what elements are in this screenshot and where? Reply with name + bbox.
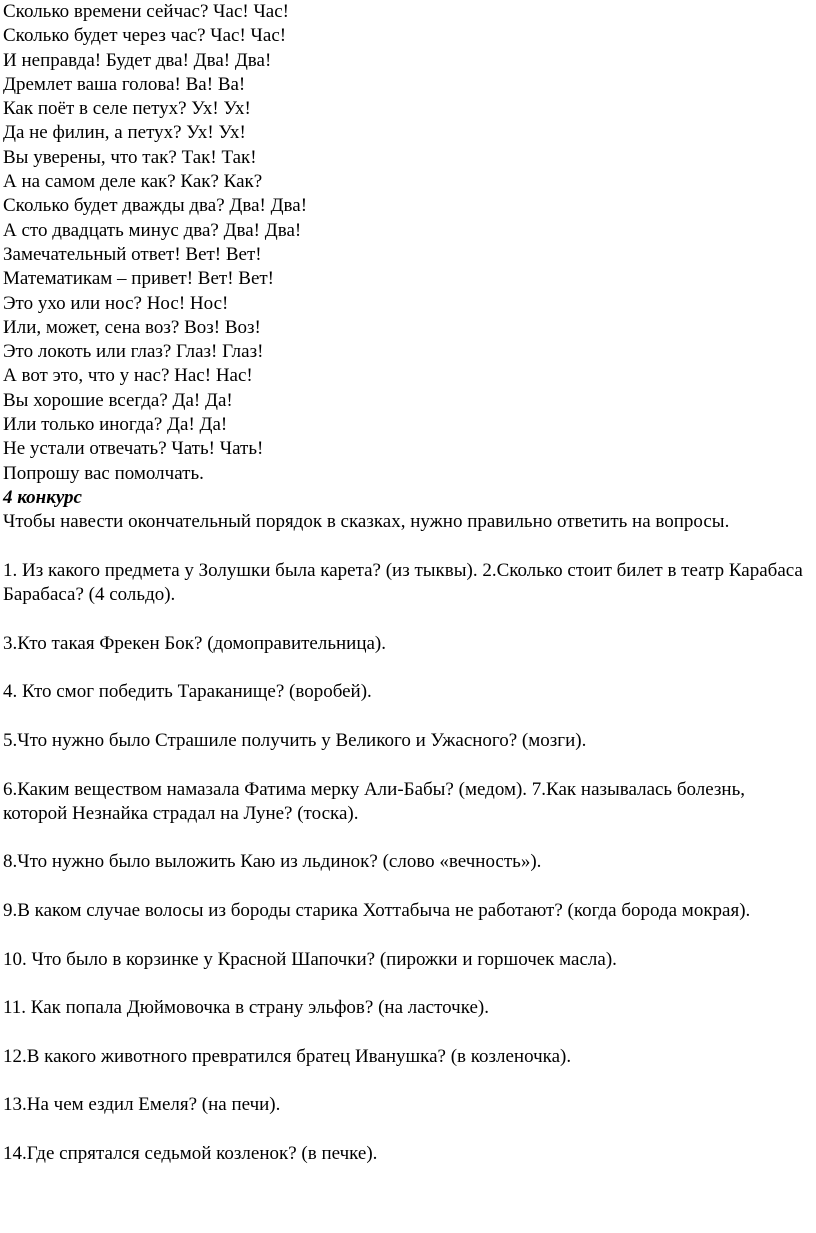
question-paragraph: 10. Что было в корзинке у Красной Шапочки? (пирожки и горшочек масла). xyxy=(3,948,617,970)
question-paragraph: 4. Кто смог победить Тараканище? (воробей). xyxy=(3,681,372,703)
poem-line: И неправда! Будет два! Два! Два! xyxy=(3,49,272,71)
poem-line: Или, может, сена воз? Воз! Воз! xyxy=(3,316,261,338)
question-paragraph: 12.В какого животного превратился братец Иванушка? (в козленочка). xyxy=(3,1045,572,1067)
question-paragraph: 1. Из какого предмета у Золушки была карета? (из тыквы). 2.Сколько стоит билет в театр Карабаса Барабаса? (4 сольдо). xyxy=(3,559,803,606)
poem-line: Попрошу вас помолчать. xyxy=(3,462,204,484)
poem-line: Сколько будет дважды два? Два! Два! xyxy=(3,195,308,217)
contest-heading: 4 конкурс xyxy=(3,486,82,508)
poem-line: Сколько будет через час? Час! Час! xyxy=(3,25,287,47)
poem-line: Математикам – привет! Вет! Вет! xyxy=(3,268,275,290)
poem-line: Это локоть или глаз? Глаз! Глаз! xyxy=(3,341,264,363)
document-page xyxy=(3,0,809,1166)
question-paragraph: 14.Где спрятался седьмой козленок? (в печке). xyxy=(3,1142,378,1164)
poem-line: А на самом деле как? Как? Как? xyxy=(3,171,263,193)
question-paragraph: 11. Как попала Дюймовочка в страну эльфов? (на ласточке). xyxy=(3,997,489,1019)
contest-intro: Чтобы навести окончательный порядок в сказках, нужно правильно ответить на вопросы. xyxy=(3,511,730,533)
poem-line: Дремлет ваша голова! Ва! Ва! xyxy=(3,73,246,95)
poem-line: Это ухо или нос? Нос! Нос! xyxy=(3,292,229,314)
poem-line: Вы уверены, что так? Так! Так! xyxy=(3,146,257,168)
poem-line: А вот это, что у нас? Нас! Нас! xyxy=(3,365,253,387)
poem-line: А сто двадцать минус два? Два! Два! xyxy=(3,219,302,241)
poem-line: Или только иногда? Да! Да! xyxy=(3,414,228,436)
question-paragraph: 5.Что нужно было Страшиле получить у Великого и Ужасного? (мозги). xyxy=(3,729,587,751)
poem-block xyxy=(3,0,809,486)
poem-line: Не устали отвечать? Чать! Чать! xyxy=(3,438,264,460)
poem-line: Да не филин, а петух? Ух! Ух! xyxy=(3,122,246,144)
poem-line: Как поёт в селе петух? Ух! Ух! xyxy=(3,98,251,120)
question-paragraph: 8.Что нужно было выложить Каю из льдинок? (слово «вечность»). xyxy=(3,851,542,873)
poem-line: Сколько времени сейчас? Час! Час! xyxy=(3,1,290,22)
question-paragraph: 6.Каким веществом намазала Фатима мерку Али-Бабы? (медом). 7.Как называлась болезнь, которой Незнайка страдал на Луне? (тоска). xyxy=(3,778,746,824)
poem-line: Вы хорошие всегда? Да! Да! xyxy=(3,389,233,411)
question-paragraph: 13.На чем ездил Емеля? (на печи). xyxy=(3,1094,281,1116)
question-paragraph: 9.В каком случае волосы из бороды старика Хоттабыча не работают? (когда борода мокрая). xyxy=(3,899,751,921)
poem-line: Замечательный ответ! Вет! Вет! xyxy=(3,243,262,265)
questions-list xyxy=(3,559,809,1166)
question-paragraph: 3.Кто такая Фрекен Бок? (домоправительница). xyxy=(3,632,387,654)
